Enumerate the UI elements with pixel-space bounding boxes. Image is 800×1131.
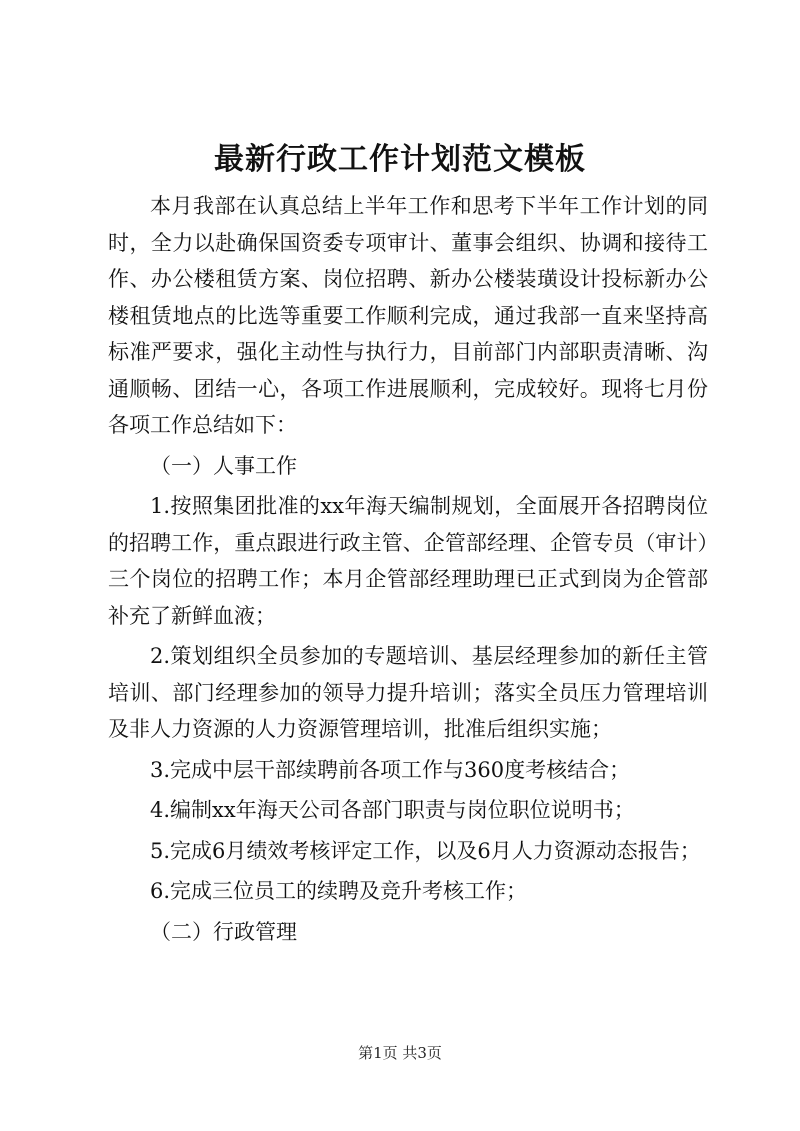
page-number-footer: 第1页 共3页	[358, 1044, 442, 1062]
list-item: 3.完成中层干部续聘前各项工作与360度考核结合；	[150, 757, 631, 782]
list-item: 2.策划组织全员参加的专题培训、基层经理参加的新任主管培训、部门经理参加的领导力提升培训；落实全员压力管理培训及非人力资源的人力资源管理培训，批准后组织实施；	[108, 644, 708, 741]
section-heading-administration: （二）行政管理	[150, 919, 297, 944]
section-heading-personnel: （一）人事工作	[150, 453, 297, 478]
list-item: 5.完成6月绩效考核评定工作，以及6月人力资源动态报告；	[150, 838, 701, 863]
intro-paragraph: 本月我部在认真总结上半年工作和思考下半年工作计划的同时，全力以赴确保国资委专项审计、董事会组织、协调和接待工作、办公楼租赁方案、岗位招聘、新办公楼装璜设计投标新办公楼租赁地点的比选等重要工作顺利完成，通过我部一直来坚持高标准严要求，强化主动性与执行力，目前部门内部职责清晰、沟通顺畅、团结一心，各项工作进展顺利，完成较好。现将七月份各项工作总结如下：	[108, 194, 708, 437]
list-item: 1.按照集团批准的xx年海天编制规划，全面展开各招聘岗位的招聘工作，重点跟进行政主管、企管部经理、企管专员（审计）三个岗位的招聘工作；本月企管部经理助理已正式到岗为企管部补充了新鲜血液；	[108, 494, 708, 628]
list-item: 6.完成三位员工的续聘及竞升考核工作；	[150, 879, 528, 903]
list-item: 4.编制xx年海天公司各部门职责与岗位职位说明书；	[150, 798, 635, 822]
document-body	[108, 188, 708, 950]
document-title: 最新行政工作计划范文模板	[214, 142, 586, 177]
